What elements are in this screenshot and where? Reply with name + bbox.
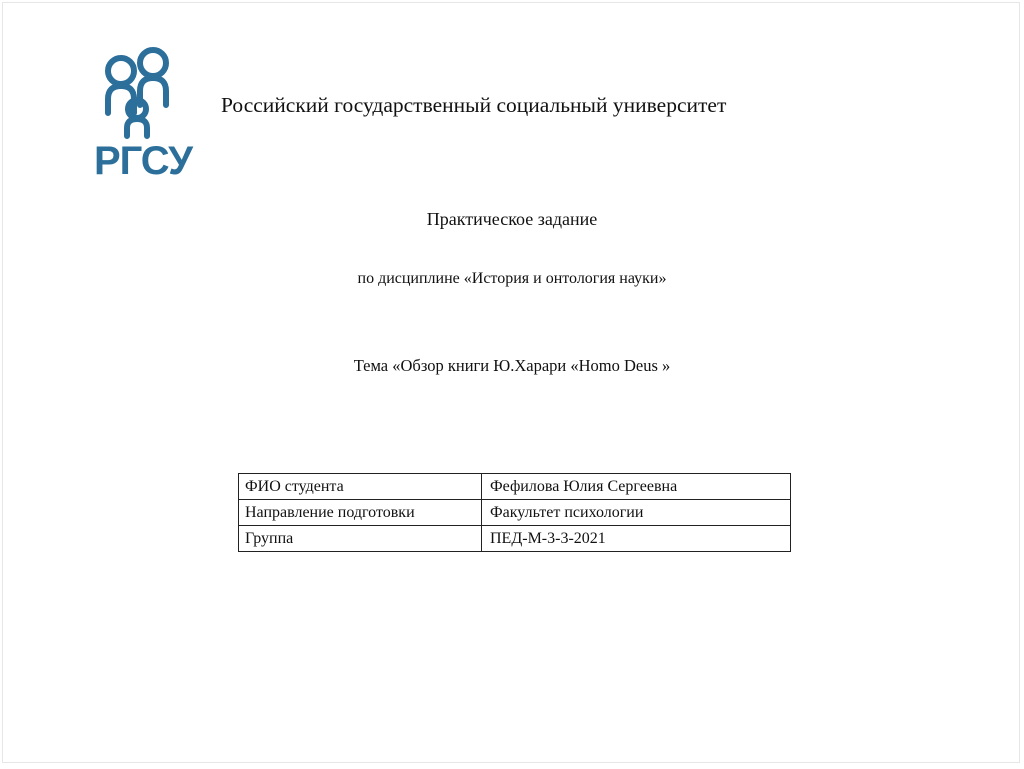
table-cell-value: Факультет психологии (482, 500, 791, 526)
university-name: Российский государственный социальный университет (221, 93, 727, 117)
document-page (2, 2, 1020, 763)
table-cell-value: Фефилова Юлия Сергеевна (482, 474, 791, 500)
table-cell-label: Группа (239, 526, 482, 552)
discipline-line: по дисциплине «История и онтология науки» (357, 270, 667, 287)
table-cell-label: Направление подготовки (239, 500, 482, 526)
student-info-table (238, 473, 791, 552)
logo-text: РГСУ (93, 139, 193, 183)
table-row (239, 526, 791, 552)
table-cell-label: ФИО студента (239, 474, 482, 500)
table-row (239, 500, 791, 526)
assignment-title: Практическое задание (426, 209, 598, 229)
table-cell-value: ПЕД-М-3-3-2021 (482, 526, 791, 552)
table-row (239, 474, 791, 500)
university-logo (71, 41, 216, 191)
topic-line: Тема «Обзор книги Ю.Харари «Homo Deus » (353, 356, 671, 375)
family-figures-icon (71, 41, 216, 191)
